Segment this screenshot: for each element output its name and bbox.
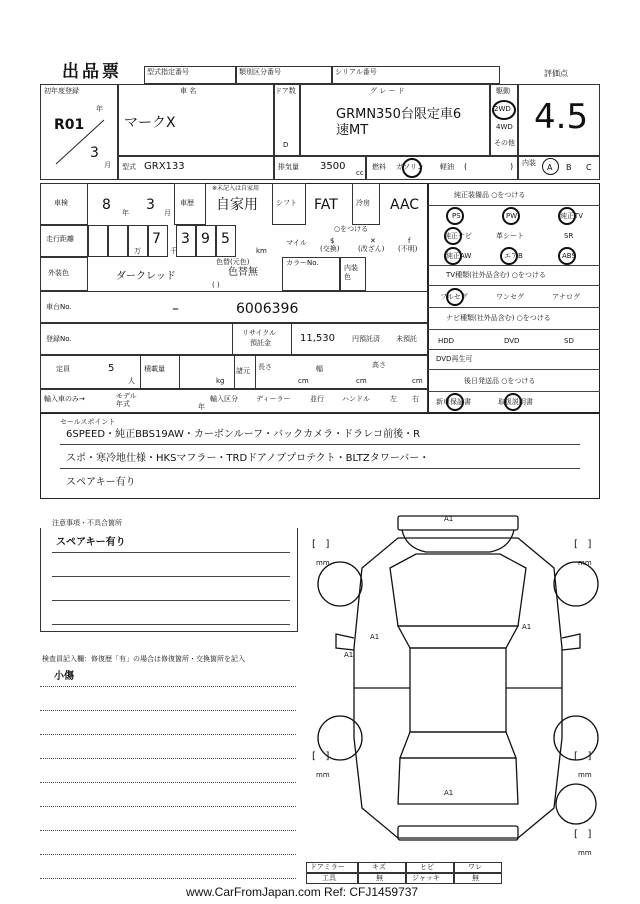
aircon: AAC — [390, 197, 420, 213]
warranty-circle — [446, 393, 464, 411]
damage-mark-left-side: A1 — [344, 651, 354, 659]
drive-2wd-circle — [492, 100, 516, 120]
sales-line-1: 6SPEED・純正BBS19AW・カーボンルーフ・バックカメラ・ドラレコ前後・R — [66, 429, 421, 440]
sales-line-2: スポ・寒冷地仕様・HKSマフラー・TRDドアノブプロテクト・BLTZタワーバー・ — [66, 453, 430, 464]
model-cert-field: 型式指定番号 — [144, 66, 236, 84]
notes-line-1: スペアキー有り — [56, 537, 126, 548]
car-history: 自家用 — [216, 197, 258, 213]
damage-mark-front: A1 — [444, 515, 454, 523]
model-code-cell — [118, 156, 274, 180]
first-reg-year: R01 — [54, 117, 85, 133]
damage-mark-rear: A1 — [444, 789, 454, 797]
capacity: 5 — [108, 363, 115, 374]
damage-mark-left-front: A1 — [370, 633, 380, 641]
footer-watermark: www.CarFromJapan.com Ref: CFJ1459737 — [186, 885, 419, 899]
mileage-digit-2: 3 — [181, 231, 190, 247]
interior-a-circle — [542, 158, 559, 175]
grade-line1: GRMN350台限定車6 — [336, 107, 462, 122]
damage-mark-right-front: A1 — [522, 623, 532, 631]
chassis-number: 6006396 — [236, 301, 299, 317]
first-reg-month: 3 — [90, 145, 99, 161]
car-name: マークX — [124, 115, 176, 131]
shaken-year: 8 — [102, 197, 111, 213]
model-code: GRX133 — [144, 161, 185, 172]
shaken-month: 3 — [146, 197, 155, 213]
aw-circle — [444, 247, 462, 265]
tv-circle — [558, 207, 576, 225]
pw-circle — [502, 207, 520, 225]
shift: FAT — [314, 197, 338, 213]
mileage-digit-3: 9 — [201, 231, 210, 247]
class-field: 類別区分番号 — [236, 66, 332, 84]
legend-table: ドアミラー キズ ヒビ ワレ 工具 無 ジャッキ 無 — [306, 862, 502, 884]
mileage-digit-1: 7 — [152, 231, 161, 247]
recycle-fee: 11,530 — [300, 333, 335, 344]
exterior-color: ダークレッド — [116, 271, 176, 282]
displacement: 3500 — [320, 161, 346, 172]
fullseg-circle — [446, 288, 464, 306]
grade-line2: 速MT — [336, 123, 369, 138]
car-damage-diagram — [306, 508, 602, 858]
score-label: 評価点 — [544, 69, 568, 78]
fuel-circle — [402, 158, 422, 178]
inspector-line-1: 小傷 — [54, 671, 74, 682]
manual-circle — [504, 393, 522, 411]
serial-field: シリアル番号 — [332, 66, 500, 84]
diagonal-slash — [52, 118, 108, 168]
ps-circle — [446, 207, 464, 225]
abs-circle — [558, 247, 576, 265]
navi-circle — [444, 227, 462, 245]
score-value: 4.5 — [534, 97, 589, 137]
airbag-circle — [500, 247, 518, 265]
color-change: 色替無 — [228, 267, 258, 278]
page-title: 出品票 — [62, 62, 122, 82]
sales-line-3: スペアキー有り — [66, 477, 136, 488]
mileage-digit-4: 5 — [221, 231, 230, 247]
